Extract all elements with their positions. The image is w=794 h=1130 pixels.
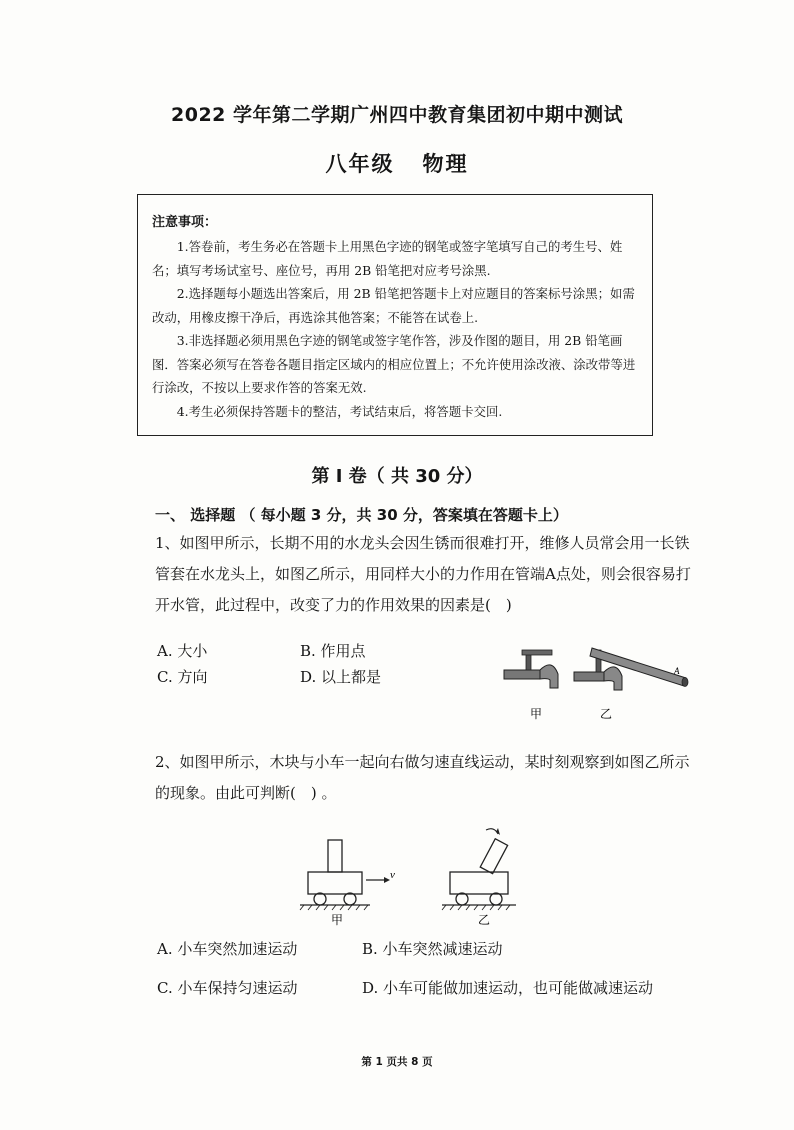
faucet-yi-drawing (574, 648, 688, 690)
exam-title: 2022 学年第二学期广州四中教育集团初中期中测试 (171, 104, 623, 126)
notice-box (137, 194, 653, 436)
q1-option-a: A. 大小 (157, 642, 208, 660)
notice-item-2: 2.选择题每小题选出答案后，用 2B 铅笔把答题卡上对应题目的答案标号涂黑；如需改动，用橡皮擦干净后，再选涂其他答案；不能答在试卷上. (152, 286, 635, 325)
q1-option-c: C. 方向 (157, 668, 208, 686)
page-footer: 第 1 页共 8 页 (361, 1056, 433, 1068)
q1-faucet-figure (496, 640, 696, 722)
faucet-jia-drawing (504, 650, 558, 688)
q2-fig-label-yi: 乙 (478, 913, 491, 927)
part-title: 一、 选择题 （ 每小题 3 分，共 30 分，答案填在答题卡上） (155, 506, 568, 524)
exam-subtitle (0, 148, 794, 178)
subject-label: 物理 (422, 152, 469, 176)
section-title: 第 I 卷（ 共 30 分） (311, 466, 483, 487)
q2-option-d: D. 小车可能做加速运动，也可能做减速运动 (362, 979, 654, 997)
q1-option-d: D. 以上都是 (300, 668, 382, 686)
cart-jia-drawing (300, 840, 390, 910)
q2-option-b: B. 小车突然减速运动 (362, 940, 503, 958)
q2-cart-figure (298, 822, 528, 932)
notice-item-4: 4.考生必须保持答题卡的整洁，考试结束后，将答题卡交回. (176, 403, 503, 419)
question-1-text: 1、如图甲所示，长期不用的水龙头会因生锈而很难打开，维修人员常会用一长铁管套在水龙头上，如图乙所示，用同样大小的力作用在管端A点处，则会很容易打开水管，此过程中，改变了力的作用效果的因素是( ) (155, 534, 691, 614)
notice-item-3: 3.非选择题必须用黑色字迹的钢笔或签字笔作答，涉及作图的题目，用 2B 铅笔画图．答案必须写在答卷各题目指定区域内的相应位置上；不允许使用涂改液、涂改带等进行涂改，不按以上要求作答的答案无效. (152, 333, 636, 395)
q1-fig-label-jia: 甲 (530, 707, 543, 721)
q1-fig-label-yi: 乙 (600, 707, 613, 721)
notice-item-1: 1.答卷前，考生务必在答题卡上用黑色字迹的钢笔或签字笔填写自己的考生号、姓名；填写考场试室号、座位号，再用 2B 铅笔把对应考号涂黑. (152, 239, 623, 278)
cart-yi-drawing (442, 828, 516, 910)
grade-label: 八年级 (325, 152, 395, 176)
q1-point-a-label: A (674, 666, 680, 676)
q2-velocity-label: v (390, 869, 395, 881)
q1-option-b: B. 作用点 (300, 642, 366, 660)
q2-option-c: C. 小车保持匀速运动 (157, 979, 298, 997)
notice-heading: 注意事项： (152, 215, 218, 230)
question-2-text: 2、如图甲所示，木块与小车一起向右做匀速直线运动，某时刻观察到如图乙所示的现象。由此可判断( ) 。 (155, 753, 690, 802)
q2-option-a: A. 小车突然加速运动 (157, 940, 298, 958)
q2-fig-label-jia: 甲 (331, 913, 344, 927)
